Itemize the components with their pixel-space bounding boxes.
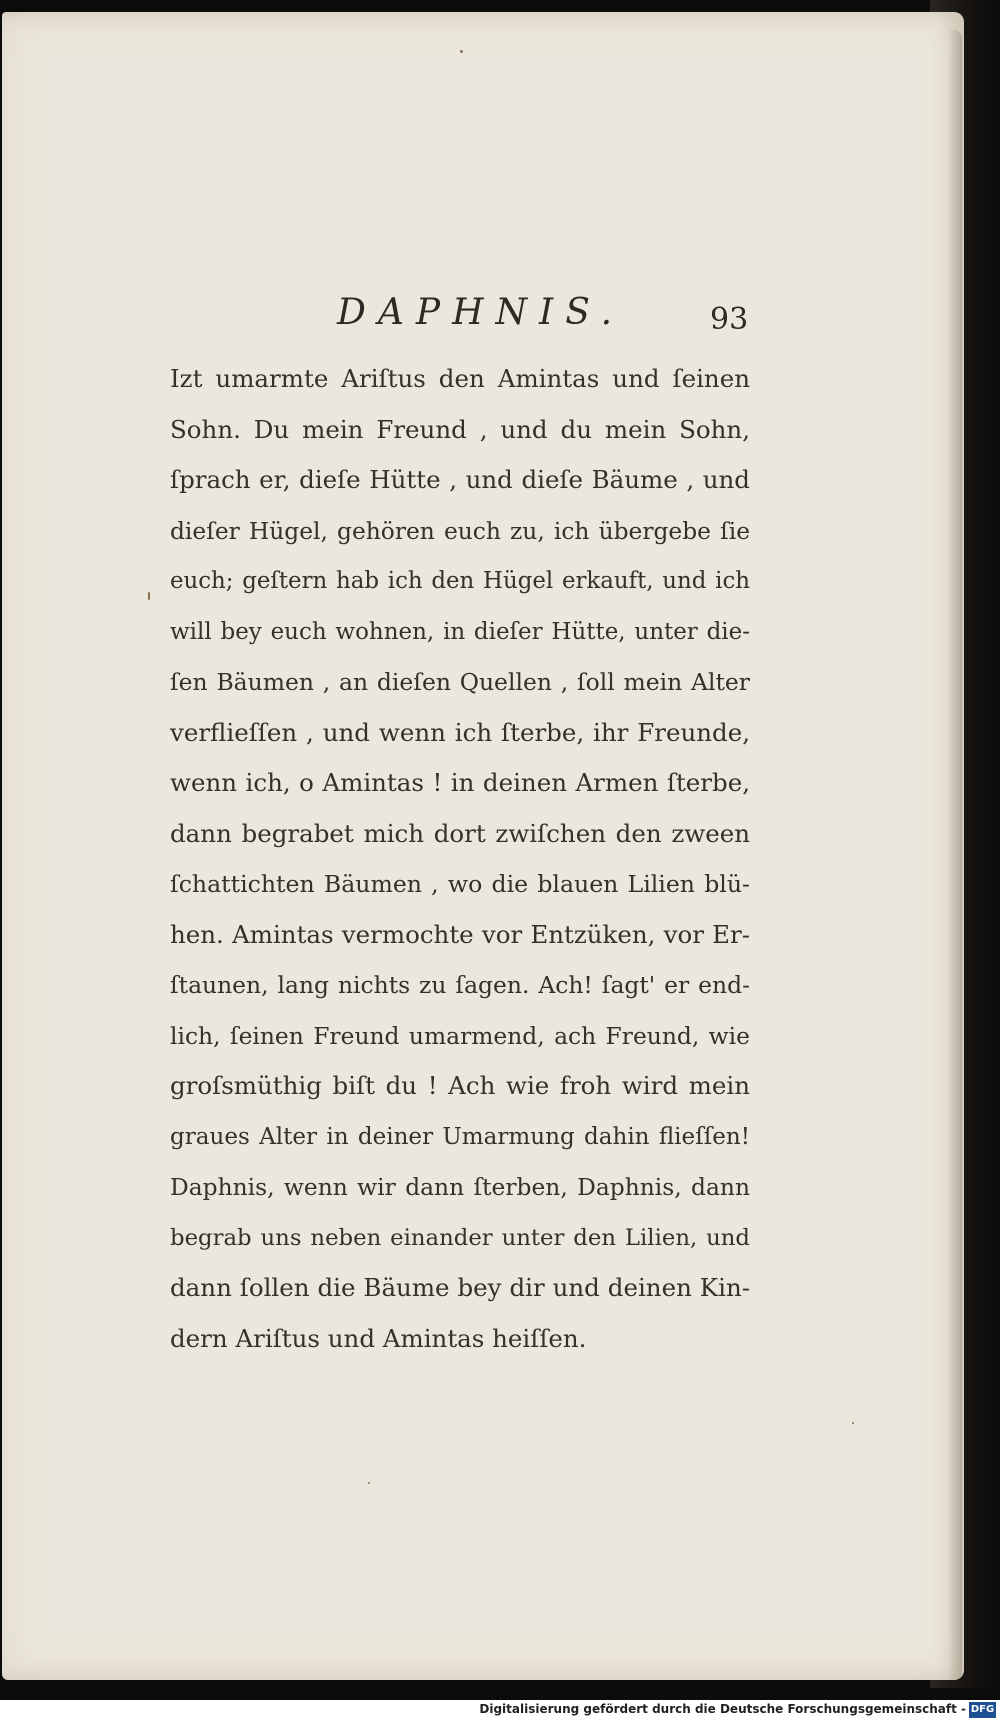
text-line: hen. Amintas vermochte vor Entzüken, vor Er- (170, 919, 750, 949)
book-page (2, 12, 964, 1680)
text-line: groſsmüthig biſt du ! Ach wie froh wird mein (170, 1071, 750, 1100)
text-line: ſen Bäumen , an dieſen Quellen , ſoll mein Alter (170, 668, 750, 696)
text-line: ſchattichten Bäumen , wo die blauen Lilien blü- (170, 870, 750, 898)
text-line: euch; geſtern hab ich den Hügel erkauft, und ich (170, 568, 750, 594)
text-line: dern Ariſtus und Amintas heiſſen. (170, 1323, 587, 1353)
text-line: ſtaunen, lang nichts zu ſagen. Ach! ſagt' er end- (170, 971, 750, 999)
page-number: 93 (710, 302, 749, 337)
text-line: dann begrabet mich dort zwiſchen den zween (170, 818, 750, 848)
text-line: dann ſollen die Bäume bey dir und deinen Kin- (170, 1273, 750, 1302)
text-line: Sohn. Du mein Freund , und du mein Sohn, (170, 414, 750, 444)
paper-speck (852, 1422, 854, 1424)
text-line: wenn ich, o Amintas ! in deinen Armen ſterbe, (170, 768, 750, 797)
text-line: Izt umarmte Ariſtus den Amintas und ſeinen (170, 364, 750, 393)
text-line: begrab uns neben einander unter den Lilien, und (170, 1224, 750, 1251)
paper-speck (368, 1482, 370, 1484)
text-line: Daphnis, wenn wir dann ſterben, Daphnis, dann (170, 1173, 750, 1201)
text-line: lich, ſeinen Freund umarmend, ach Freund, wie (170, 1021, 750, 1050)
running-head (2, 282, 962, 342)
text-line: dieſer Hügel, gehören euch zu, ich übergebe ſie (170, 516, 750, 545)
paper-speck (148, 592, 150, 600)
text-line: will bey euch wohnen, in dieſer Hütte, unter die- (170, 618, 750, 645)
dfg-logo: DFG (969, 1702, 996, 1718)
text-line: graues Alter in deiner Umarmung dahin flieſſen! (170, 1123, 750, 1150)
text-line: verflieſſen , und wenn ich ſterbe, ihr Freunde, (170, 717, 750, 747)
text-line: ſprach er, dieſe Hütte , und dieſe Bäume , und (170, 465, 750, 494)
footer-bar (0, 1700, 1000, 1721)
running-head-title: DAPHNIS. (337, 292, 625, 333)
body-text (170, 354, 750, 1364)
page-edge-shadow (948, 30, 962, 1680)
digitization-credit: Digitalisierung gefördert durch die Deutsche Forschungsgemeinschaft - (479, 1702, 966, 1716)
paper-speck (460, 50, 463, 53)
